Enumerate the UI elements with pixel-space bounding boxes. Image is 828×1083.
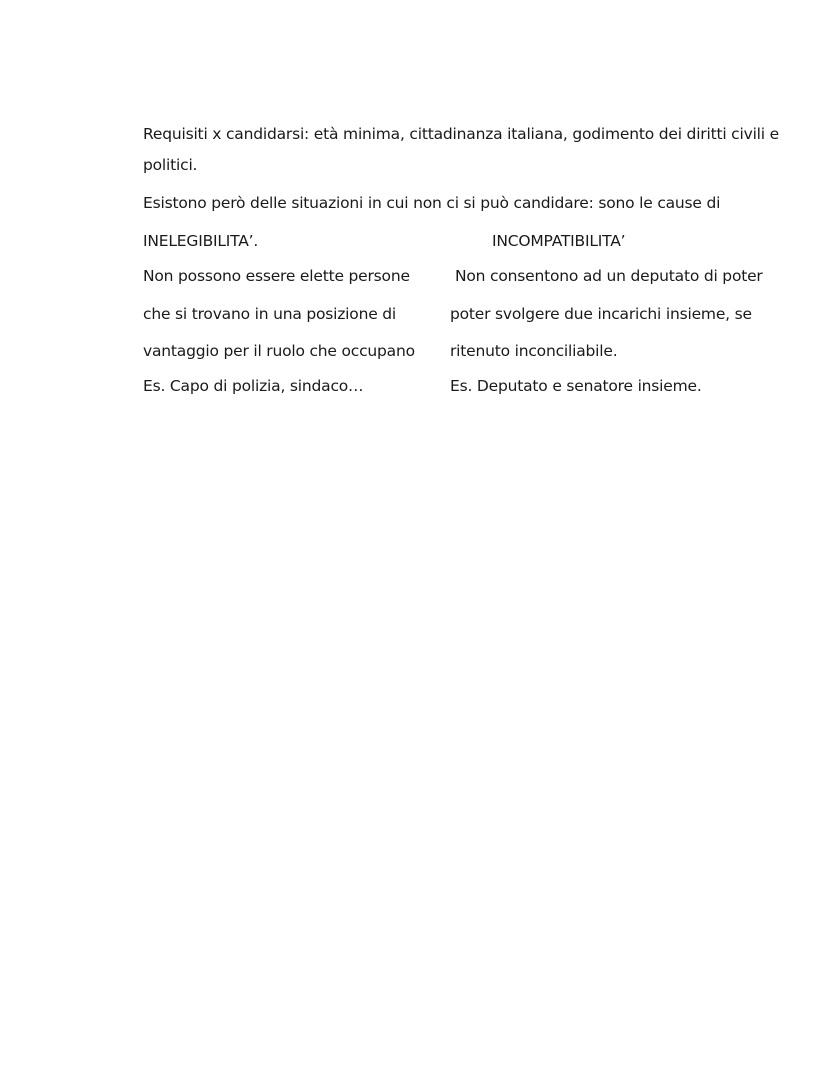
intro-line-1: Requisiti x candidarsi: età minima, cittadinanza italiana, godimento dei diritti civili e bbox=[143, 125, 779, 143]
right-column-heading: INCOMPATIBILITA’ bbox=[492, 232, 626, 250]
intro-line-3: Esistono però delle situazioni in cui non ci si può candidare: sono le cause di bbox=[143, 194, 721, 212]
right-column-line-2: poter svolgere due incarichi insieme, se bbox=[450, 305, 752, 323]
left-column-line-2: che si trovano in una posizione di bbox=[143, 305, 397, 323]
right-column-line-4: Es. Deputato e senatore insieme. bbox=[450, 377, 702, 395]
left-column-line-4: Es. Capo di polizia, sindaco… bbox=[143, 377, 364, 395]
left-column-heading: INELEGIBILITA’. bbox=[143, 232, 259, 250]
right-column-line-3: ritenuto inconciliabile. bbox=[450, 342, 618, 360]
left-column-line-3: vantaggio per il ruolo che occupano bbox=[143, 342, 415, 360]
intro-line-2: politici. bbox=[143, 156, 198, 174]
left-column-line-1: Non possono essere elette persone bbox=[143, 267, 410, 285]
right-column-line-1: Non consentono ad un deputato di poter bbox=[455, 267, 763, 285]
